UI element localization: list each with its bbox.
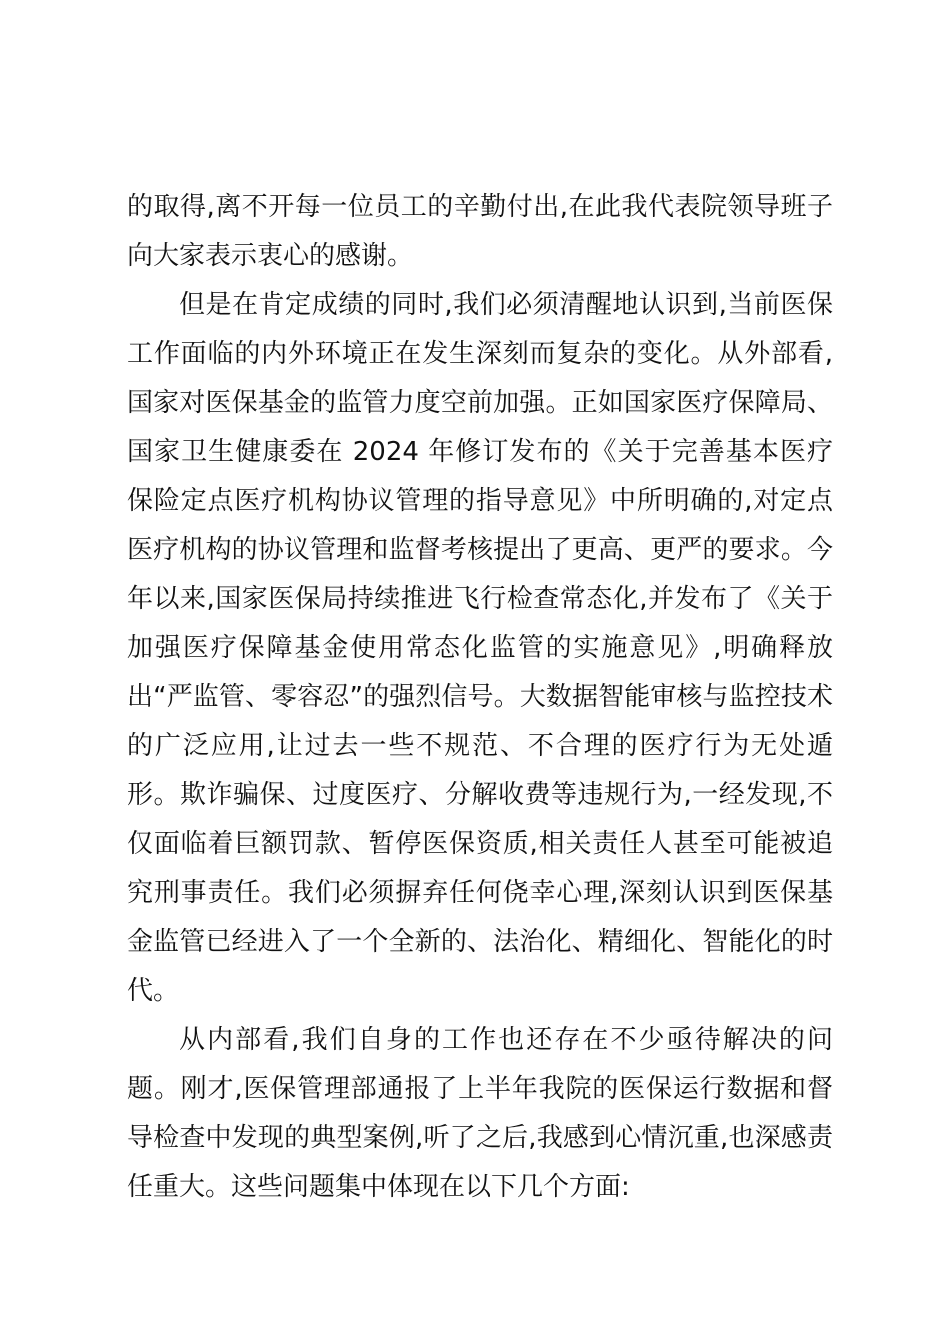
paragraph-external-environment: 但是在肯定成绩的同时,我们必须清醒地认识到,当前医保工作面临的内外环境正在发生深刻而复杂的变化。从外部看,国家对医保基金的监管力度空前加强。正如国家医疗保障局、国家卫生健康委在 2024 年修订发布的《关于完善基本医疗保险定点医疗机构协议管理的指导意见》中所明确的,对定点医疗机构的协议管理和监督考核提出了更高、更严的要求。今年以来,国家医保局持续推进飞行检查常态化,并发布了《关于加强医疗保障基金使用常态化监管的实施意见》,明确释放出“严监管、零容忍”的强烈信号。大数据智能审核与监控技术的广泛应用,让过去一些不规范、不合理的医疗行为无处遁形。欺诈骗保、过度医疗、分解收费等违规行为,一经发现,不仅面临着巨额罚款、暂停医保资质,相关责任人甚至可能被追究刑事责任。我们必须摒弃任何侥幸心理,深刻认识到医保基金监管已经进入了一个全新的、法治化、精细化、智能化的时代。 (127, 290, 833, 1006)
document-body (127, 183, 833, 1212)
paragraph-thanks: 的取得,离不开每一位员工的辛勤付出,在此我代表院领导班子向大家表示衷心的感谢。 (127, 192, 833, 271)
paragraph-internal-problems: 从内部看,我们自身的工作也还存在不少亟待解决的问题。刚才,医保管理部通报了上半年我院的医保运行数据和督导检查中发现的典型案例,听了之后,我感到心情沉重,也深感责任重大。这些问题集中体现在以下几个方面: (127, 1025, 833, 1202)
